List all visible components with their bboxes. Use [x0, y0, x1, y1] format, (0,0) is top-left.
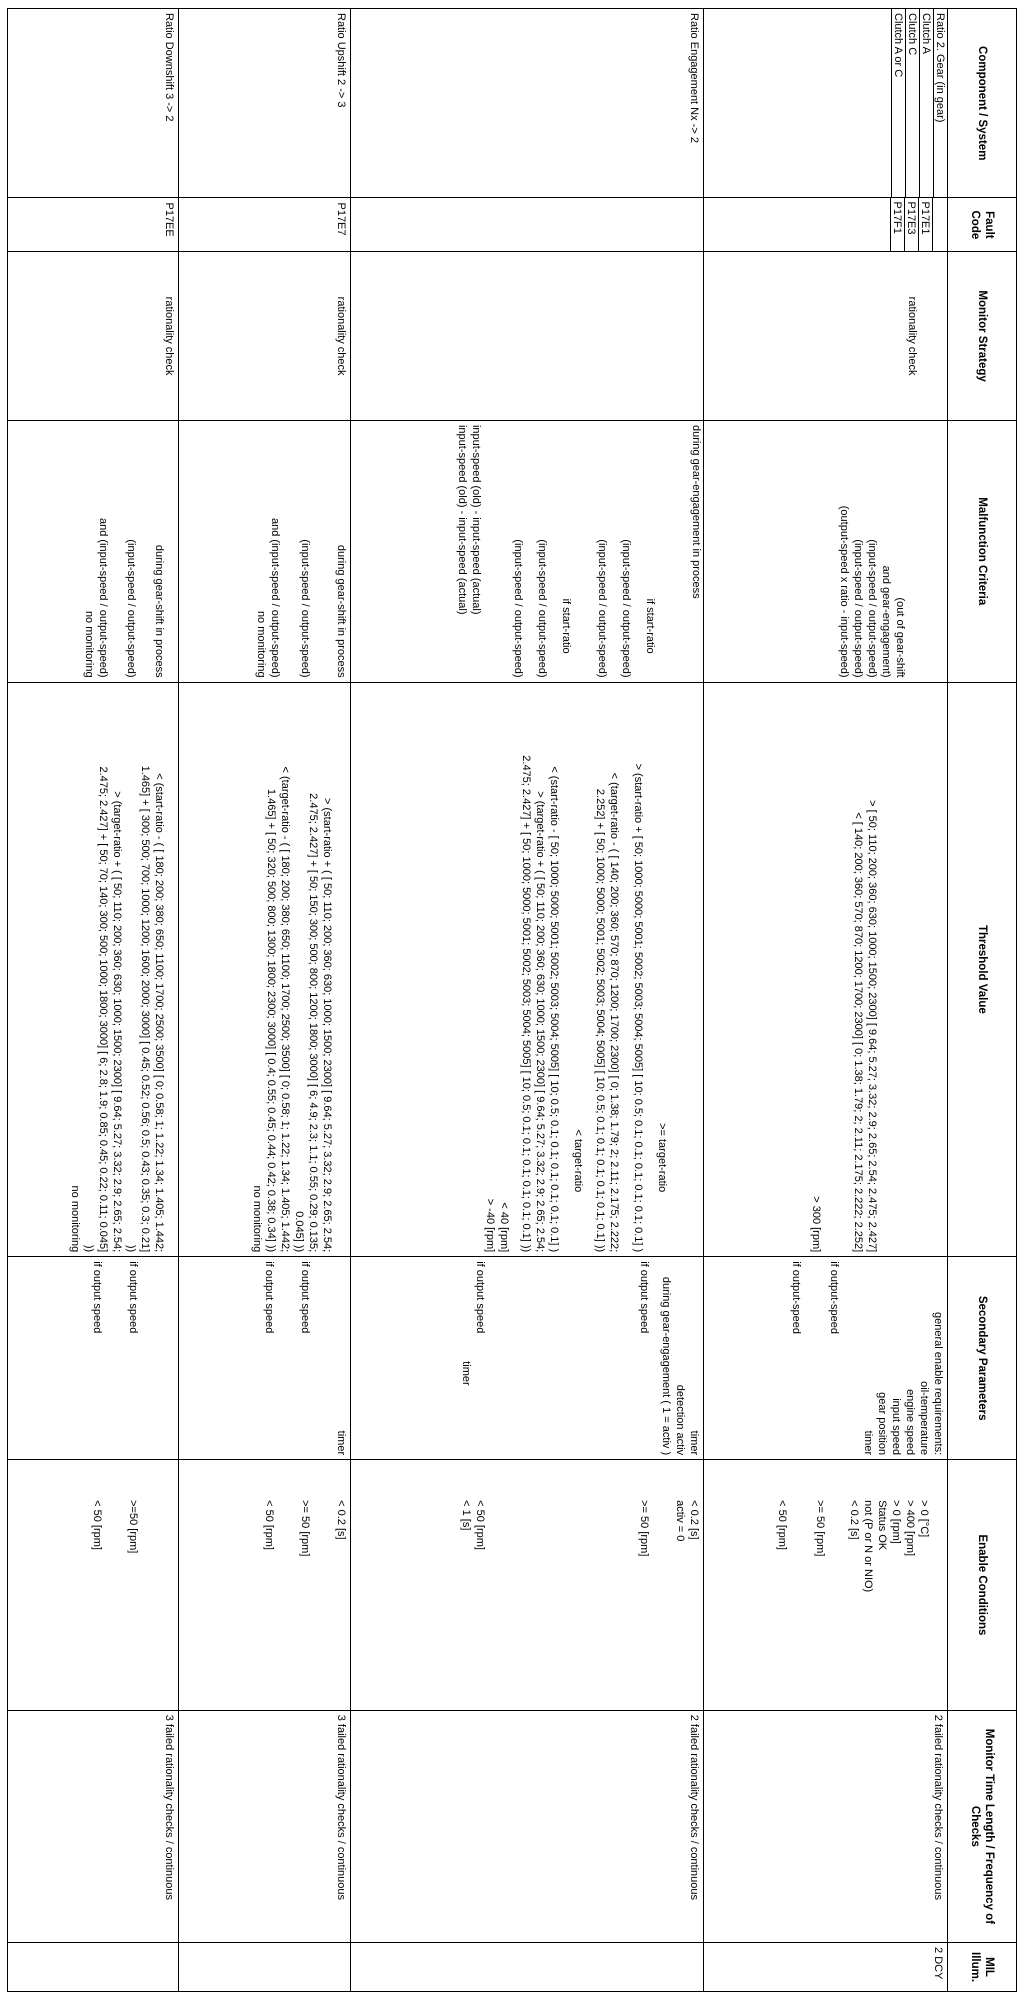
secondary-line: if output speed [262, 1261, 275, 1334]
threshold-line: < [ 140; 200; 360; 570; 870; 1200; 1700; 2300] [ 0; 1.38; 1.79; 2; 2.11; 2.175; 2.222; 2.252] [852, 812, 864, 1253]
malfunction-criteria [8, 420, 179, 682]
enable-line: < 0.2 [s] [688, 1500, 701, 1540]
malfunction-line: during gear-engagement in process [690, 424, 703, 599]
malfunction-line: (input-speed / output-speed) [298, 539, 311, 678]
component-cell: Ratio Downshift 3 -> 2 [8, 9, 179, 198]
component-cell [704, 9, 948, 198]
threshold-line: < (target-ratio - ( [ 140; 200; 360; 570; 870; 1200; 1700; 2300] [ 0; 1.38; 1.79; 2; 2.11; 2.175; 2.222; [608, 772, 621, 1253]
header-secondary-parameters: Secondary Parameters [948, 1257, 1017, 1460]
malfunction-line: (input-speed / output-speed) [620, 539, 633, 678]
header-mil: MIL Illum. [948, 1943, 1017, 1992]
secondary-parameters [8, 1257, 179, 1460]
header-fault-code: Fault Code [948, 198, 1017, 252]
threshold-line: < (start-ratio - ( [ 180; 200; 380; 650; 1100; 1700; 2500; 3500] [ 0; 0.58; 1; 1.22; 1.34; 1.405; 1.442; [153, 773, 166, 1253]
fault-code: P17E7 [179, 198, 350, 252]
monitor-strategy: rationality check [8, 252, 179, 421]
secondary-parameters [179, 1257, 350, 1460]
enable-line: > 0 [rpm] [890, 1500, 902, 1544]
fault-code-cell [350, 198, 703, 252]
malfunction-line: and (input-speed / output-speed) [268, 517, 281, 678]
threshold-line: 2.475; 2.427] + [ 50; 1000; 5000; 5001; 5002; 5003; 5004; 5005] [ 10; 0.5; 0.1; 0.1; 0.1; 0.1; 0.1; 0.1] )) [520, 755, 533, 1253]
secondary-line: gear position [876, 1392, 888, 1456]
component-line: Clutch C [905, 9, 919, 197]
fault-code: P17E1 [918, 198, 932, 251]
threshold-line: > (target-ratio + ( [ 50; 110; 200; 360; 630; 1000; 1500; 2300] [ 9.64; 5.27; 3.32; 2.9; 2.65; 2.54; [111, 791, 124, 1253]
enable-line: < 50 [rpm] [262, 1500, 275, 1550]
threshold-line: 2.475; 2.427] + [ 50; 70; 140; 300; 500; 1000; 1800; 3000] [ 6; 2.8; 1.9; 0.85; 0.45; 0.22; 0.11; 0.045] [97, 766, 110, 1253]
enable-line: < 50 [rpm] [776, 1500, 788, 1550]
fault-code: P17EE [8, 198, 179, 252]
malfunction-line: during gear-shift in process [153, 544, 166, 678]
secondary-line: engine speed [904, 1389, 916, 1456]
secondary-line: oil-temperature [918, 1381, 930, 1456]
threshold-line: < (target-ratio - ( [ 180; 200; 380; 650; 1100; 1700; 2500; 3500] [ 0; 0.58; 1; 1.22; 1.34; 1.405; 1.442; [278, 766, 291, 1253]
enable-conditions [704, 1460, 948, 1711]
threshold-value [179, 682, 350, 1257]
header-component: Component / System [948, 9, 1017, 198]
mil-illumination: 2 DCY [704, 1943, 948, 1992]
malfunction-line: no monitoring [83, 610, 96, 678]
mil-cell [179, 1943, 350, 1992]
enable-conditions [350, 1460, 703, 1711]
enable-line: < 0.2 [s] [848, 1500, 860, 1540]
component-line: Clutch A [919, 9, 933, 197]
component-cell: Ratio Engagement Nx -> 2 [350, 9, 703, 198]
monitor-time: 3 failed rationality checks / continuous [179, 1710, 350, 1942]
secondary-line: if output speed [298, 1261, 311, 1334]
row-ratio-downshift [8, 9, 179, 1992]
component-line: Clutch A or C [891, 9, 905, 197]
threshold-line: > [ 50; 110; 200; 360; 630; 1000; 1500; 2300] [ 9.64; 5.27; 3.32; 2.9; 2.65; 2.54; 2.475; 2.427] [866, 800, 878, 1253]
component-cell: Ratio Upshift 2 -> 3 [179, 9, 350, 198]
header-enable-conditions: Enable Conditions [948, 1460, 1017, 1711]
threshold-value [8, 682, 179, 1257]
enable-line: not (P or N or NIO) [862, 1500, 874, 1593]
malfunction-line: input-speed (old) - input-speed (actual) [470, 424, 483, 615]
threshold-line: > (target-ratio + ( [ 50; 110; 200; 360; 630; 1000; 1500; 2300] [ 9.64; 5.27; 3.32; 2.9; 2.65; 2.54; [534, 791, 547, 1253]
enable-line: > 400 [rpm] [904, 1500, 916, 1557]
enable-line: < 50 [rpm] [474, 1500, 487, 1550]
secondary-parameters [704, 1257, 948, 1460]
threshold-value [350, 682, 703, 1257]
mil-cell [350, 1943, 703, 1992]
threshold-line: > 300 [rpm] [810, 1196, 822, 1253]
fault-code: P17E3 [904, 198, 918, 251]
threshold-line: no monitoring [250, 1185, 263, 1253]
threshold-line: 2.475; 2.427] + [ 50; 150; 300; 500; 800; 1200; 1800; 3000] [ 6; 4.9; 2.3; 1.1; 0.55; 0.29; 0.135; [306, 793, 319, 1253]
malfunction-line: if start-ratio [644, 598, 657, 654]
malfunction-line: input-speed (old) - input-speed (actual) [456, 424, 469, 615]
secondary-line: timer [334, 1430, 347, 1456]
enable-line: < 50 [rpm] [91, 1500, 104, 1550]
threshold-line: > (start-ratio + [ 50; 1000; 5000; 5001; 5002; 5003; 5004; 5005] [ 10; 0.5; 0.1; 0.1; 0.1; 0.1; 0.1; 0.1] ) [632, 763, 645, 1253]
secondary-line: if output-speed [790, 1261, 802, 1334]
threshold-line: 0.045] )) [292, 1211, 305, 1253]
malfunction-line: (out of gear-shift [894, 597, 906, 678]
monitor-time: 2 failed rationality checks / continuous [704, 1710, 948, 1942]
monitor-time: 3 failed rationality checks / continuous [8, 1710, 179, 1942]
header-row [948, 9, 1017, 1992]
threshold-line: )) [83, 1244, 96, 1253]
threshold-line: no monitoring [69, 1185, 82, 1253]
row-ratio-engagement [350, 9, 703, 1992]
enable-line: >= 50 [rpm] [814, 1500, 826, 1557]
header-malfunction-criteria: Malfunction Criteria [948, 420, 1017, 682]
threshold-line: < target-ratio [572, 1129, 585, 1193]
enable-line: Status OK [876, 1500, 888, 1551]
malfunction-line: during gear-shift in process [334, 544, 347, 678]
threshold-line: < (start-ratio - [ 50; 1000; 5000; 5001; 5002; 5003; 5004; 5005] [ 10; 0.5; 0.1; 0.1; 0.1; 0.1; 0.1; 0.1] ) [548, 766, 561, 1253]
malfunction-line: and (input-speed / output-speed) [97, 517, 110, 678]
header-monitor-strategy: Monitor Strategy [948, 252, 1017, 421]
malfunction-criteria [179, 420, 350, 682]
malfunction-line: no monitoring [254, 610, 267, 678]
malfunction-line: (input-speed / output-speed) [512, 539, 525, 678]
secondary-line: timer [688, 1430, 701, 1456]
enable-line: >=50 [rpm] [127, 1500, 140, 1554]
malfunction-line: (input-speed / output-speed) [596, 539, 609, 678]
threshold-line: 2.252] + [ 50; 1000; 5000; 5001; 5002; 5003; 5004; 5005] [ 10; 0.5; 0.1; 0.1; 0.1; 0.1; 0.1; 0.1] )) [594, 788, 607, 1253]
monitor-strategy: rationality check [179, 252, 350, 421]
secondary-line: during gear-engagement ( 1 = activ ) [660, 1276, 673, 1456]
secondary-line: if output speed [474, 1261, 487, 1334]
row-ratio-upshift [179, 9, 350, 1992]
enable-conditions [8, 1460, 179, 1711]
threshold-line: 1.465] + [ 50; 320; 500; 800; 1300; 1800; 2300; 3000] [ 0.4; 0.55; 0.45; 0.44; 0.42; 0.38; 0.34] )) [264, 788, 277, 1253]
secondary-line: detection activ [674, 1384, 687, 1456]
header-monitor-time: Monitor Time Length / Frequency of Checks [948, 1710, 1017, 1942]
threshold-line: )) [125, 1244, 138, 1253]
secondary-line: if output speed [127, 1261, 140, 1334]
header-threshold-value: Threshold Value [948, 682, 1017, 1257]
malfunction-line: (input-speed / output-speed) [852, 539, 864, 678]
enable-line: >= 50 [rpm] [298, 1500, 311, 1557]
secondary-line: if output speed [91, 1261, 104, 1334]
component-line: Ratio 2. Gear (in gear) [933, 9, 947, 197]
secondary-line: timer [862, 1430, 874, 1456]
threshold-line: >= target-ratio [656, 1123, 669, 1193]
row-ratio-2-gear [704, 9, 948, 1992]
malfunction-line: if start-ratio [560, 598, 573, 654]
monitor-time: 2 failed rationality checks / continuous [350, 1710, 703, 1942]
enable-line: >= 50 [rpm] [638, 1500, 651, 1557]
enable-line: < 1 [s] [460, 1500, 473, 1531]
enable-conditions [179, 1460, 350, 1711]
malfunction-line: (output-speed x ratio - input-speed) [838, 505, 850, 678]
fault-code: P17F1 [890, 198, 904, 251]
threshold-line: 1.465] + [ 300; 500; 700; 1000; 1200; 1600; 2000; 3000] [ 0.45; 0.52; 0.56; 0.5; 0.43; 0.35; 0.3; 0.21] [139, 765, 152, 1253]
enable-line: < 0.2 [s] [334, 1500, 347, 1540]
mil-cell [8, 1943, 179, 1992]
threshold-line: > -40 [rpm] [484, 1198, 497, 1253]
malfunction-criteria [350, 420, 703, 682]
secondary-line: general enable requirements: [932, 1312, 944, 1456]
enable-line: > 0 [°C] [918, 1500, 930, 1538]
monitor-strategy: rationality check [704, 252, 948, 421]
threshold-line: < 40 [rpm] [498, 1202, 511, 1253]
malfunction-line: (input-speed / output-speed) [536, 539, 549, 678]
malfunction-line: (input-speed / output-speed) [125, 539, 138, 678]
enable-line: activ = 0 [674, 1500, 687, 1542]
malfunction-criteria [704, 420, 948, 682]
secondary-line: input speed [890, 1398, 902, 1456]
obd-monitor-table [7, 8, 1017, 1992]
secondary-line: if output-speed [828, 1261, 840, 1334]
threshold-line: > (start-ratio + ( [ 50; 110; 200; 360; 630; 1000; 1500; 2300] [ 9.64; 5.27; 3.32; 2.9; 2.65; 2.54; [320, 798, 333, 1253]
fault-code-cell [704, 198, 948, 252]
malfunction-line: (input-speed / output-speed) [866, 539, 878, 678]
secondary-parameters [350, 1257, 703, 1460]
secondary-line: timer [460, 1361, 473, 1386]
secondary-line: if output speed [638, 1261, 651, 1334]
threshold-value [704, 682, 948, 1257]
monitor-strategy-cell [350, 252, 703, 421]
malfunction-line: and gear-engagement) [880, 565, 892, 678]
